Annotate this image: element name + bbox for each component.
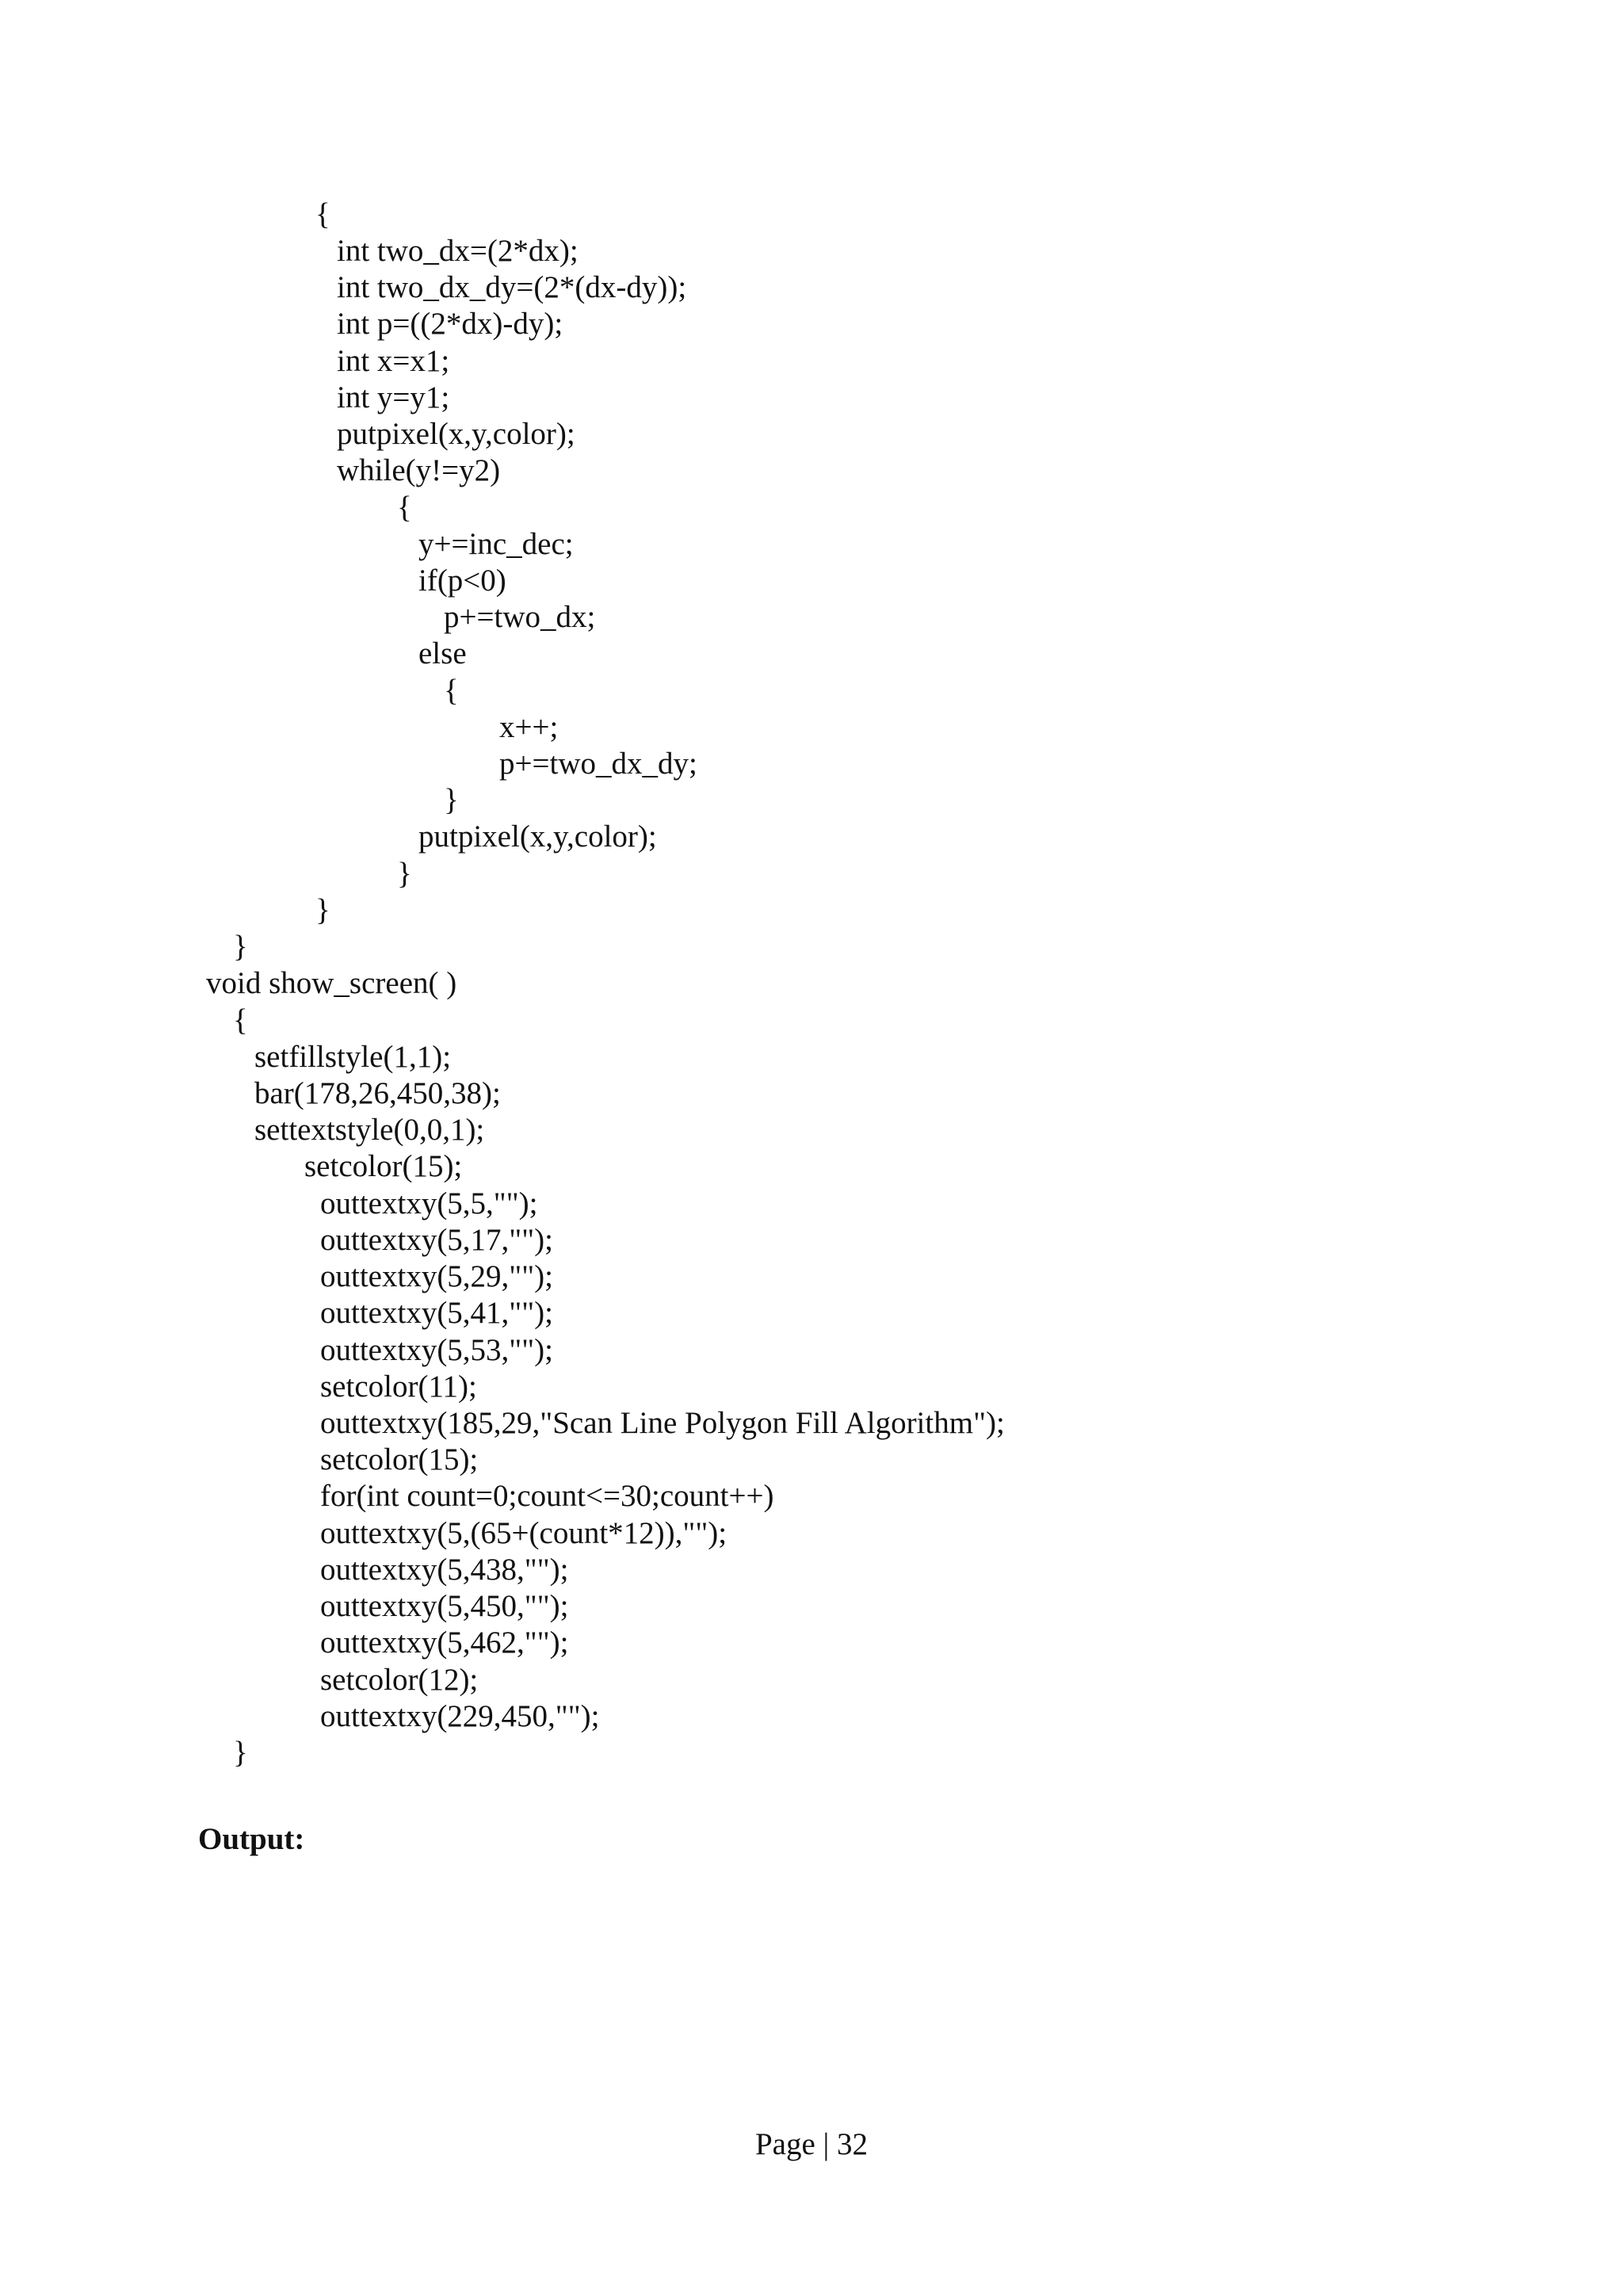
code-line: void show_screen( ) <box>206 966 457 1000</box>
code-line: int x=x1; <box>337 344 450 378</box>
code-line: x++; <box>499 710 559 744</box>
code-line: for(int count=0;count<=30;count++) <box>320 1479 774 1513</box>
code-line: outtextxy(229,450,""); <box>320 1699 600 1733</box>
code-line: putpixel(x,y,color); <box>418 819 657 854</box>
code-line: outtextxy(185,29,"Scan Line Polygon Fill Algorithm"); <box>320 1406 1005 1440</box>
code-line: settextstyle(0,0,1); <box>254 1113 485 1147</box>
code-line: setcolor(12); <box>320 1663 479 1697</box>
output-heading: Output: <box>198 1822 305 1856</box>
code-line: outtextxy(5,(65+(count*12)),""); <box>320 1516 727 1550</box>
code-line: p+=two_dx_dy; <box>499 747 697 781</box>
code-line: outtextxy(5,41,""); <box>320 1296 553 1330</box>
code-line: putpixel(x,y,color); <box>337 417 575 451</box>
code-line: } <box>233 1736 248 1770</box>
code-line: { <box>315 197 330 231</box>
code-line: p+=two_dx; <box>444 600 596 634</box>
code-line: } <box>444 783 459 817</box>
code-line: setcolor(11); <box>320 1370 477 1404</box>
code-line: int two_dx=(2*dx); <box>337 234 579 268</box>
code-line: { <box>397 491 412 525</box>
code-line: while(y!=y2) <box>337 453 501 487</box>
code-line: } <box>233 930 248 964</box>
code-line: int p=((2*dx)-dy); <box>337 307 563 341</box>
code-line: int y=y1; <box>337 380 450 415</box>
code-line: else <box>418 636 467 670</box>
code-line: } <box>315 893 330 927</box>
code-line: outtextxy(5,5,""); <box>320 1186 538 1221</box>
code-line: outtextxy(5,438,""); <box>320 1553 569 1587</box>
code-line: outtextxy(5,462,""); <box>320 1626 569 1660</box>
code-line: { <box>444 674 459 708</box>
code-line: outtextxy(5,17,""); <box>320 1223 553 1257</box>
code-line: outtextxy(5,29,""); <box>320 1259 553 1293</box>
code-line: { <box>233 1003 248 1037</box>
code-line: outtextxy(5,53,""); <box>320 1333 553 1367</box>
code-line: setfillstyle(1,1); <box>254 1040 452 1074</box>
code-line: y+=inc_dec; <box>418 527 574 561</box>
code-line: setcolor(15); <box>320 1442 479 1477</box>
code-line: int two_dx_dy=(2*(dx-dy)); <box>337 270 687 304</box>
code-line: if(p<0) <box>418 563 506 598</box>
code-line: bar(178,26,450,38); <box>254 1076 501 1110</box>
code-line: setcolor(15); <box>304 1149 463 1183</box>
page-number: Page | 32 <box>754 2127 869 2161</box>
code-line: outtextxy(5,450,""); <box>320 1589 569 1623</box>
code-line: } <box>397 857 412 891</box>
